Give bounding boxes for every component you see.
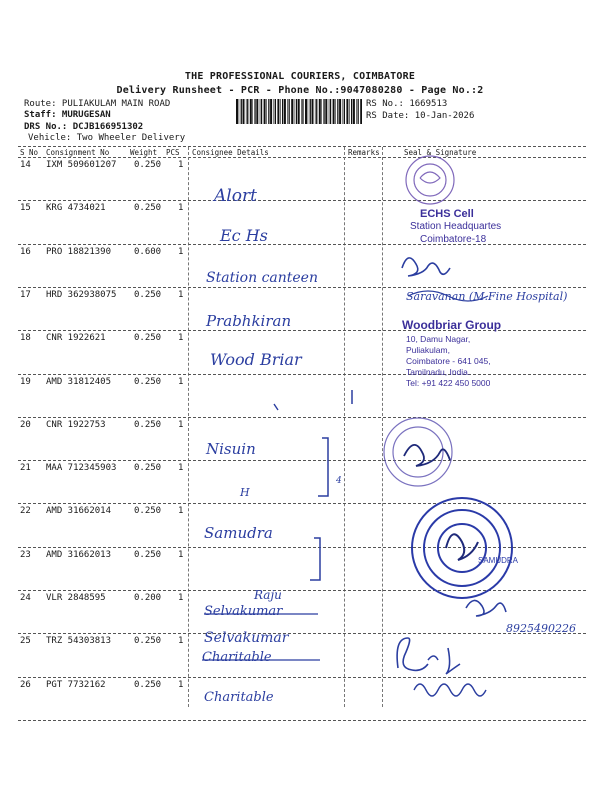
- hw-row18: Wood Briar: [210, 350, 302, 369]
- row-pcs: 1: [178, 506, 184, 516]
- row-pcs: 1: [178, 333, 184, 343]
- col-header-consignment: Consignment No: [46, 148, 110, 157]
- signature-row25: [397, 638, 460, 674]
- row-consignment-no: PGT 7732162: [46, 680, 106, 690]
- woodbriar-stamp-name: Woodbriar Group: [402, 318, 502, 332]
- row-pcs: 1: [178, 593, 184, 603]
- row-sno: 26: [20, 680, 31, 690]
- echs-stamp-line2: Station Headquartes: [410, 221, 502, 232]
- col-header-consignee: Consignee Details: [192, 148, 269, 157]
- row-sno: 23: [20, 550, 31, 560]
- row-pcs: 1: [178, 290, 184, 300]
- woodbriar-stamp-addr4: Tamilnadu, India.: [406, 367, 471, 377]
- row-weight: 0.250: [134, 680, 162, 690]
- row-weight: 0.250: [134, 377, 162, 387]
- round-seal-top: [406, 156, 454, 204]
- echs-stamp-line3: Coimbatore-18: [420, 234, 487, 245]
- hw-row15: Ec Hs: [220, 226, 268, 245]
- hw-row24: Raju: [254, 588, 282, 602]
- runsheet-subtitle: Delivery Runsheet - PCR - Phone No.:9047080280 - Page No.:2: [116, 85, 484, 96]
- staff-label: Staff: MURUGESAN: [24, 110, 111, 120]
- row-weight: 0.250: [134, 160, 162, 170]
- row-sno: 17: [20, 290, 31, 300]
- row-weight: 0.250: [134, 636, 162, 646]
- round-seal-row20: [384, 418, 452, 486]
- row-weight: 0.250: [134, 290, 162, 300]
- vehicle-label: Vehicle: Two Wheeler Delivery: [28, 133, 186, 143]
- row-consignment-no: VLR 2848595: [46, 593, 106, 603]
- row-sno: 20: [20, 420, 31, 430]
- row-pcs: 1: [178, 377, 184, 387]
- row-pcs: 1: [178, 203, 184, 213]
- hw-bracket-mark: 4: [336, 476, 342, 486]
- row-sno: 18: [20, 333, 31, 343]
- hw-row22: H: [240, 486, 250, 499]
- row-pcs: 1: [178, 160, 184, 170]
- row-pcs: 1: [178, 463, 184, 473]
- row-consignment-no: TRZ 54303813: [46, 636, 112, 646]
- row-consignment-no: MAA 712345903: [46, 463, 117, 473]
- col-header-remarks: Remarks: [348, 148, 380, 157]
- row-sno: 16: [20, 247, 31, 257]
- col-header-weight: Weight: [130, 148, 158, 157]
- signature-row23: [446, 534, 478, 560]
- rs-number: RS No.: 1669513: [366, 99, 448, 109]
- row-consignment-no: AMD 31662014: [46, 506, 112, 516]
- row-consignment-no: PRO 18821390: [46, 247, 112, 257]
- hw-row17-note: Saravanan (M.Fine Hospital): [406, 290, 568, 303]
- hw-row14: Alort: [214, 186, 257, 206]
- row-weight: 0.250: [134, 506, 162, 516]
- row-consignment-no: HRD 362938075: [46, 290, 117, 300]
- hw-row26: Charitable: [204, 690, 274, 705]
- signature-row24: [466, 600, 506, 616]
- hw-row17: Prabhkiran: [206, 312, 292, 330]
- samudra-stamp-text: SAMUDRA: [478, 556, 519, 565]
- bracket-row21: [318, 438, 328, 496]
- row-weight: 0.250: [134, 420, 162, 430]
- signature-row16: [402, 258, 450, 276]
- row-pcs: 1: [178, 420, 184, 430]
- row-weight: 0.250: [134, 333, 162, 343]
- row-pcs: 1: [178, 680, 184, 690]
- bracket-row23: [310, 538, 320, 580]
- rs-date: RS Date: 10-Jan-2026: [366, 111, 475, 121]
- echs-stamp-line1: ECHS Cell: [420, 208, 474, 220]
- row-sno: 24: [20, 593, 31, 603]
- row-sno: 19: [20, 377, 31, 387]
- row-weight: 0.250: [134, 550, 162, 560]
- row-pcs: 1: [178, 247, 184, 257]
- row-weight: 0.200: [134, 593, 162, 603]
- row-sno: 14: [20, 160, 31, 170]
- row-weight: 0.250: [134, 463, 162, 473]
- tick-mark-row19: [274, 404, 278, 410]
- route-label: Route: PULIAKULAM MAIN ROAD: [24, 99, 171, 109]
- row-pcs: 1: [178, 636, 184, 646]
- woodbriar-stamp-addr2: Puliakulam,: [406, 345, 450, 355]
- row-consignment-no: AMD 31812405: [46, 377, 112, 387]
- drs-label: DRS No.: DCJB166951302: [24, 122, 144, 132]
- col-header-sno: S No: [20, 148, 39, 157]
- hw-row25: Selvakumar: [204, 630, 289, 646]
- row-consignment-no: CNR 1922753: [46, 420, 106, 430]
- hw-phone-number: 8925490226: [506, 622, 576, 635]
- hw-row21: Nisuin: [206, 440, 256, 458]
- signature-row26: [414, 684, 486, 696]
- woodbriar-stamp-addr3: Coimbatore - 641 045,: [406, 356, 491, 366]
- row-weight: 0.600: [134, 247, 162, 257]
- row-weight: 0.250: [134, 203, 162, 213]
- woodbriar-stamp-phone: Tel: +91 422 450 5000: [406, 378, 491, 388]
- row-pcs: 1: [178, 550, 184, 560]
- row-consignment-no: AMD 31662013: [46, 550, 112, 560]
- row-consignment-no: CNR 1922621: [46, 333, 106, 343]
- samudra-stamp: [412, 498, 512, 598]
- row-consignment-no: KRG 4734021: [46, 203, 106, 213]
- hw-row23: Samudra: [204, 524, 273, 542]
- woodbriar-stamp-addr1: 10, Damu Nagar,: [406, 334, 471, 344]
- row-consignment-no: IXM 509601207: [46, 160, 117, 170]
- company-title: THE PROFESSIONAL COURIERS, COIMBATORE: [184, 71, 416, 82]
- row-sno: 21: [20, 463, 31, 473]
- row-sno: 22: [20, 506, 31, 516]
- hw-row16: Station canteen: [206, 270, 318, 286]
- col-header-pcs: PCS: [166, 148, 180, 157]
- row-sno: 25: [20, 636, 31, 646]
- hw-row25-struck: Charitable: [202, 650, 272, 665]
- row-sno: 15: [20, 203, 31, 213]
- hw-row24-struck: Selvakumar: [204, 604, 283, 619]
- col-header-seal: Seal & Signature: [404, 148, 477, 157]
